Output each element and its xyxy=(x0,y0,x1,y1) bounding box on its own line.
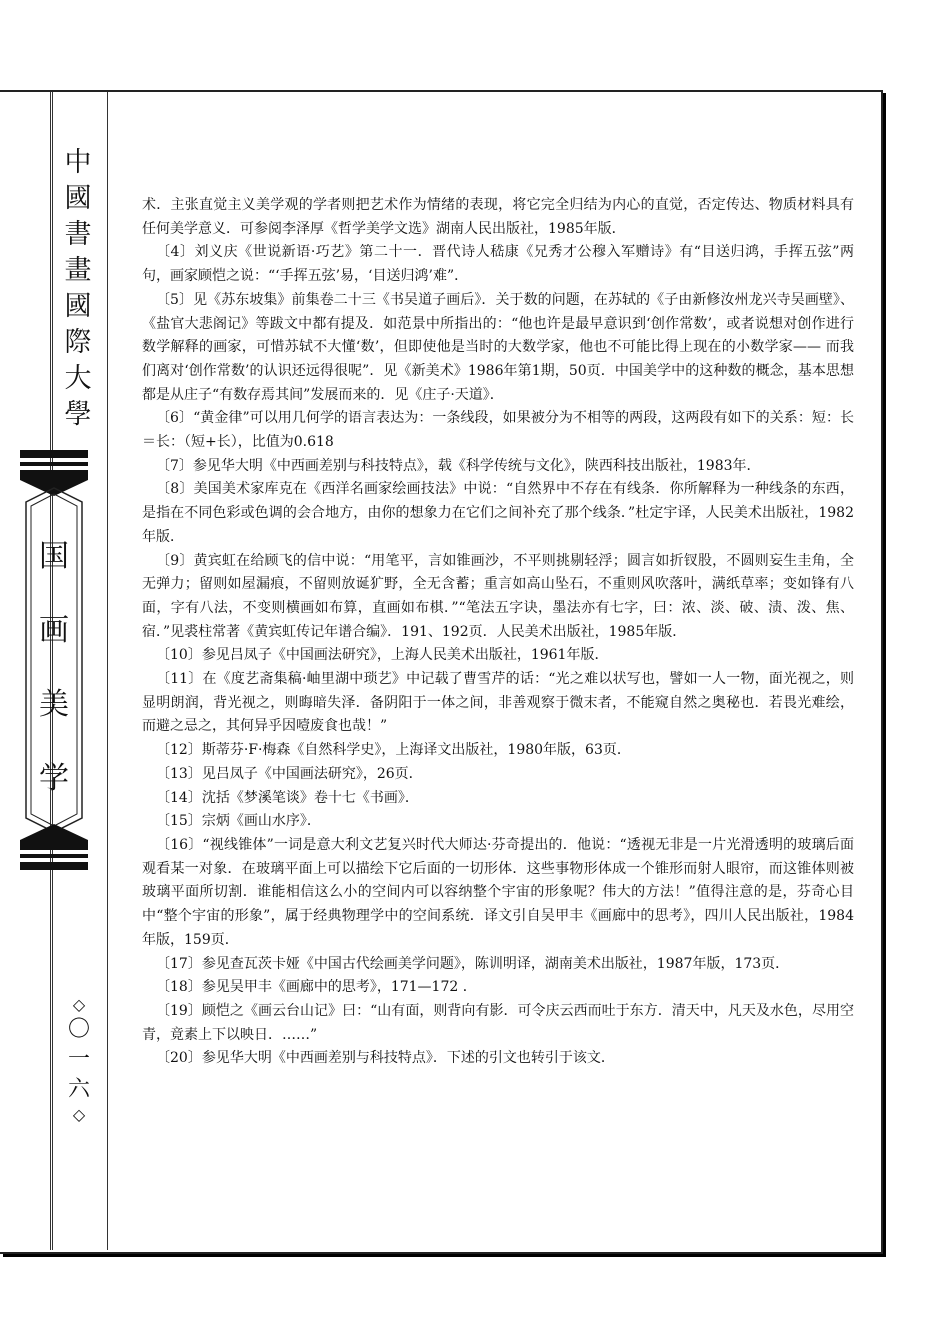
book-title: 国 画 美 学 xyxy=(39,539,69,796)
note-17: 〔17〕参见查瓦茨卡娅《中国古代绘画美学问题》，陈训明译，湖南美术出版社，1987年版，173页． xyxy=(156,955,790,972)
note-continuation: 术．主张直觉主义美学观的学者则把艺术作为情绪的表现，将它完全归结为内心的直觉，否定传达、物质材料具有任何美学意义．可参阅李泽厚《哲学美学文选》湖南人民出版社，1985年版． xyxy=(142,197,854,237)
note-11: 〔11〕在《度艺斋集稿·岫里湖中琐艺》中记载了曹雪芹的话：“光之难以状写也，譬如一人一物，面光视之，则显明朗润，背光视之，则晦暗失泽．备阴阳于一体之间，非善观察于微末者，不能窥自然之奥秘也．若畏光难绘，而避之忌之，其何异乎因噎废食也哉！” xyxy=(142,671,854,735)
note-7: 〔7〕参见华大明《中西画差别与科技特点》，载《科学传统与文化》，陕西科技出版社，1983年． xyxy=(156,457,761,474)
note-4: 〔4〕刘义庆《世说新语·巧艺》第二十一．晋代诗人嵇康《兄秀才公穆入军赠诗》有“目送归鸿，手挥五弦”两句，画家顾恺之说：“‘手挥五弦’易，‘目送归鸿’难”． xyxy=(142,244,854,285)
note-12: 〔12〕斯蒂芬·F·梅森《自然科学史》，上海译文出版社，1980年版，63页． xyxy=(156,742,631,759)
note-18: 〔18〕参见吴甲丰《画廊中的思考》，171—172 ． xyxy=(156,979,477,996)
note-20: 〔20〕参见华大明《中西画差别与科技特点》．下述的引文也转引于该文． xyxy=(156,1050,615,1067)
note-8: 〔8〕美国美术家库克在《西洋名画家绘画技法》中说：“自然界中不存在有线条．你所解释为一种线条的东西，是指在不同色彩或色调的会合地方，由你的想象力在它们之间补充了那个线条．”杜定宇译，人民美术出版社，1982年版． xyxy=(142,481,854,545)
note-9: 〔9〕黄宾虹在给顾飞的信中说：“用笔平，言如锥画沙，不平则挑剔轻浮；圆言如折钗股，不圆则妄生圭角，全无弹力；留则如屋漏痕，不留则放诞犷野，全无含蓄；重言如高山坠石，不重则风吹落叶，满纸草率；变如锋有八面，字有八法，不变则横画如布算，直画如布棋．”“笔法五字诀，墨法亦有七字，曰：浓、淡、破、渍、泼、焦、宿．”见裘柱常著《黄宾虹传记年谱合编》．191、192页．人民美术出版社，1985年版． xyxy=(142,552,854,640)
sidebar-right-rule xyxy=(107,92,108,1250)
note-6: 〔6〕“黄金律”可以用几何学的语言表达为：一条线段，如果被分为不相等的两段，这两段有如下的关系：短：长＝长：（短+长），比值为0.618 xyxy=(142,410,854,451)
note-15: 〔15〕宗炳《画山水序》． xyxy=(156,813,321,830)
note-16: 〔16〕“视线锥体”一词是意大利文艺复兴时代大师达·芬奇提出的．他说：“透视无非是一片光滑透明的玻璃后面观看某一对象．在玻璃平面上可以描绘下它后面的一切形体．这些事物形体成一个锥形而射人眼帘，而这锥体则被玻璃平面所切割．谁能相信这么小的空间内可以容纳整个宇宙的形象呢？伟大的方法！”值得注意的是，芬奇心目中“整个宇宙的形象”，属于经典物理学中的空间系统．译文引自吴甲丰《画廊中的思考》，四川人民出版社，1984年版，159页． xyxy=(142,836,854,948)
note-13: 〔13〕见吕凤子《中国画法研究》，26页． xyxy=(156,765,423,782)
sidebar-institution-title: 中 國 書 畫 國 際 大 學 xyxy=(64,147,92,430)
note-19: 〔19〕顾恺之《画云台山记》曰：“山有面，则背向有影．可令庆云西而吐于东方．清天中，凡天及水色，尽用空青，竟素上下以映日．……” xyxy=(142,1002,854,1043)
endnotes-body xyxy=(142,194,854,1071)
note-14: 〔14〕沈括《梦溪笔谈》卷十七《书画》． xyxy=(156,789,419,806)
page-number: ◇ 〇 一 六 ◇ xyxy=(67,995,90,1124)
note-5: 〔5〕见《苏东坡集》前集卷二十三《书吴道子画后》．关于数的问题，在苏轼的《子由新修汝州龙兴寺吴画壁》、《盐官大悲阁记》等跋文中都有提及．如范景中所指出的：“他也许是最早意识到‘创作常数’，或者说想对创作进行数学解释的画家，可惜苏轼不大懂‘数’，但即使他是当时的大数学家，他也不可能比得上现在的小数学家—— 而我们离对‘创作常数’的认识还远得很呢”．见《新美术》1986年第1期，50页．中国美学中的这种数的概念，基本思想都是从庄子“有数存焉其间”发展而来的．见《庄子·天道》． xyxy=(142,291,854,403)
note-10: 〔10〕参见吕凤子《中国画法研究》，上海人民美术出版社，1961年版． xyxy=(156,647,609,664)
